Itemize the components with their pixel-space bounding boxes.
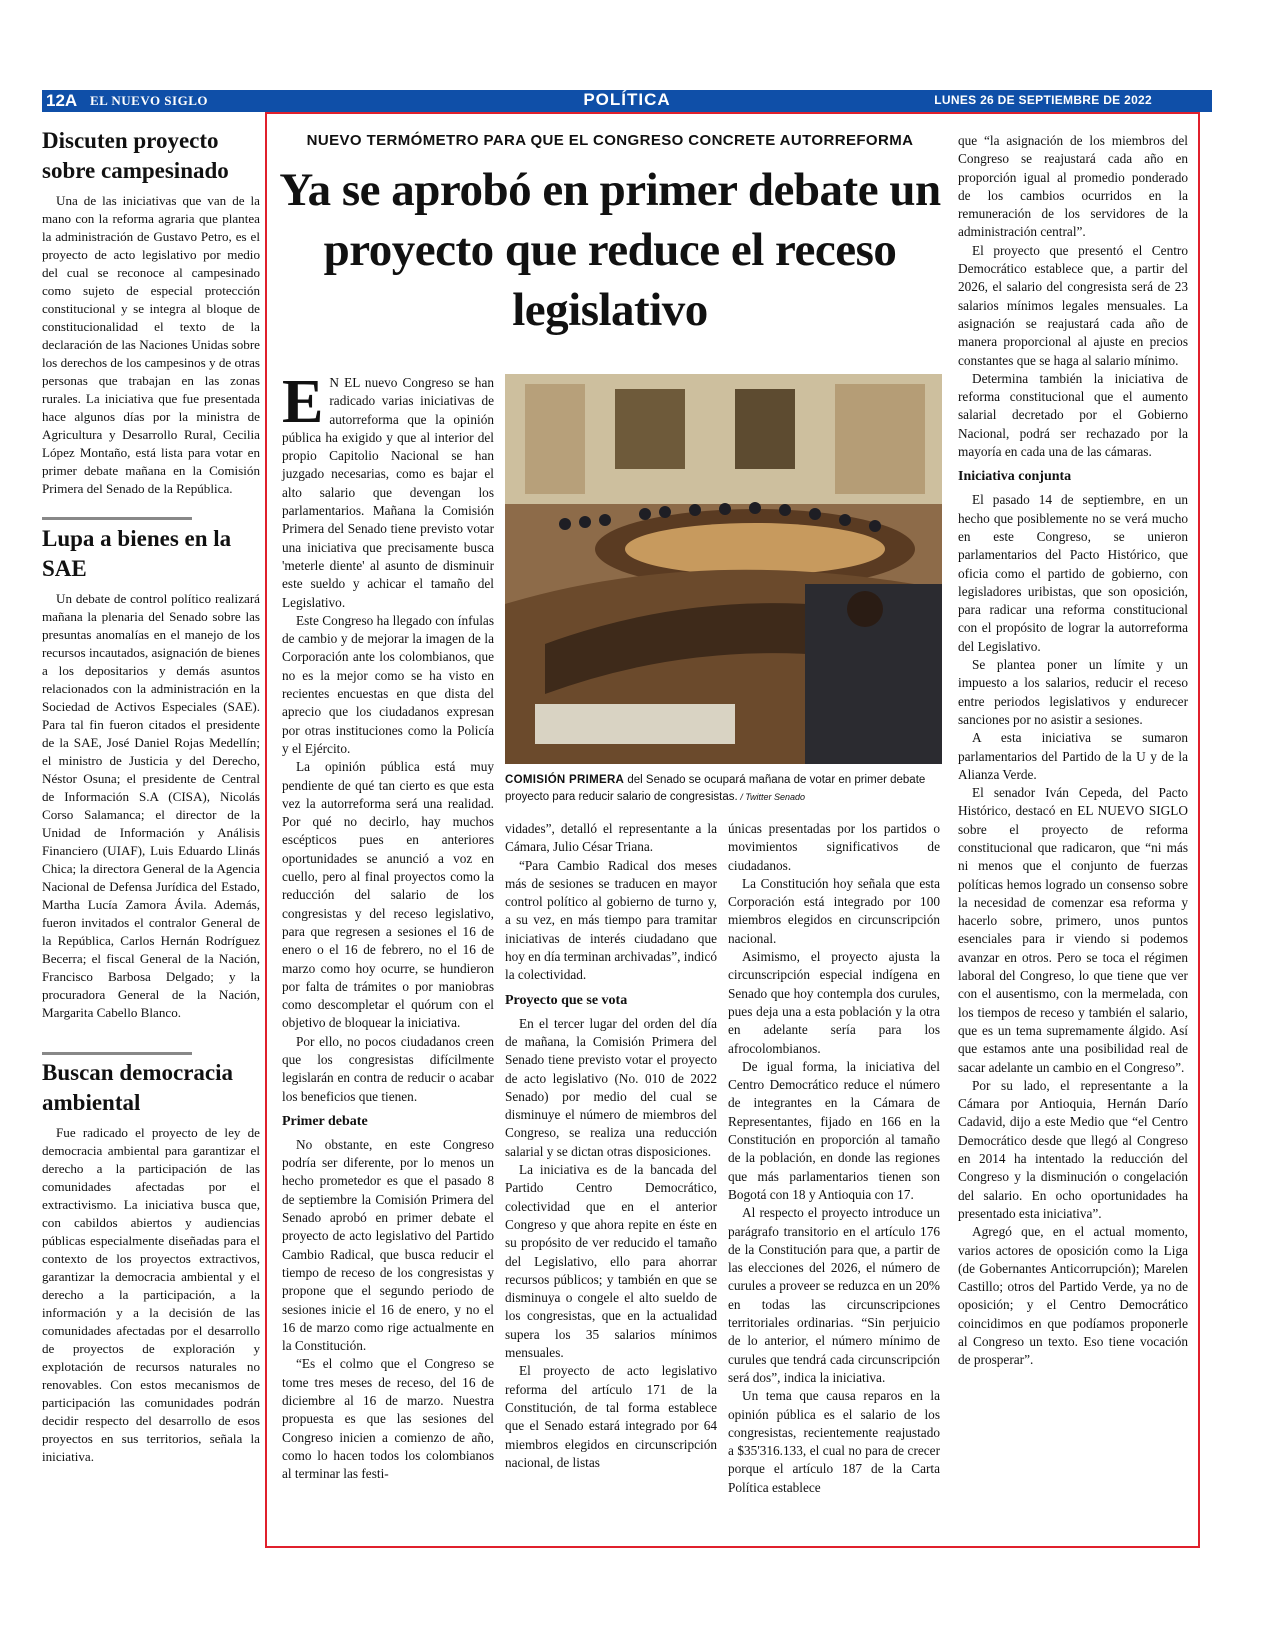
paragraph: únicas presentadas por los partidos o movimientos significativos de ciudadanos.	[728, 821, 940, 873]
article-column-2	[505, 820, 717, 1472]
paragraph: No obstante, en este Congreso podría ser diferente, por lo menos un hecho prometedor es que el pasado 8 de septiembre la Comisión Primera del Senado aprobó en primer debate el proyecto de acto legislativo del Partido Cambio Radical, que busca reducir el tiempo de receso de los congresistas y propone que el segundo periodo de sesiones inicie el 16 de enero, y no el 16 de marzo como rige actualmente en la Constitución.	[282, 1136, 494, 1354]
senate-commission-photo	[505, 374, 942, 764]
paragraph: En el tercer lugar del orden del día de mañana, la Comisión Primera del Senado tiene previsto votar el proyecto de acto legislativo (No. 010 de 2022 Senado) por medio del cual se disminuye el número de miembros del Congreso, se realiza una reducción salarial y se dictan otras disposiciones.	[505, 1015, 717, 1159]
paragraph: Determina también la iniciativa de reforma constitucional que el aumento salarial decretado por el Gobierno Nacional, podrá ser rechazado por la mayoría en cada una de las cámaras.	[958, 370, 1188, 460]
lead-paragraph: E N EL nuevo Congreso se han radicado varias iniciativas de autorreforma que la opinión pública ha exigido y que al interior del propio Capitolio Nacional se han juzgado necesarias, como es bajar el alto salario que devengan los parlamentarios. Mañana la Comisión Primera del Senado tiene previsto votar una iniciativa que precisamente busca 'meterle diente' al asunto de disminuir este sueldo y achicar el tamaño del Legislativo.	[282, 368, 494, 610]
brief-democracia	[42, 1058, 260, 1466]
paragraph: Este Congreso ha llegado con ínfulas de cambio y de mejorar la imagen de la Corporación ante los colombianos, que no es la mejor como se ha visto en recientes encuestas en que dista del aprecio que los ciudadanos expresan por otras instituciones como la Policía y el Ejército.	[282, 612, 494, 756]
page-number: 12A	[46, 91, 78, 110]
issue-date: LUNES 26 DE SEPTIEMBRE DE 2022	[934, 93, 1152, 107]
caption-lead: COMISIÓN PRIMERA	[505, 774, 625, 786]
photo-caption	[505, 772, 942, 806]
paragraph: que “la asignación de los miembros del Congreso se reajustará cada año en proporción igual al promedio ponderado de los cambios ocurridos en la remuneración de los servidores de la administración central”.	[958, 133, 1188, 240]
paragraph: Un tema que causa reparos en la opinión pública es el salario de los congresistas, recientemente reajustado a $35'316.133, el cual no para de crecer porque el artículo 187 de la Carta Política establece	[728, 1388, 940, 1495]
article-headline: Ya se aprobó en primer debate un proyecto que reduce el receso legislativo	[279, 164, 941, 336]
article-column-1	[282, 368, 494, 1484]
paragraph: A esta iniciativa se sumaron parlamentarios del Partido de la U y de la Alianza Verde.	[958, 730, 1188, 782]
newspaper-name: EL NUEVO SIGLO	[90, 93, 208, 108]
drop-cap: E	[282, 368, 324, 436]
paragraph: La opinión pública está muy pendiente de qué tan cierto es que esta vez la autorreforma será una realidad. Por qué no decirlo, hay muchos escépticos pues en anteriores oportunidades se anunció a voz en cuello, pero al final proyectos como la reducción del salario de los congresistas y del receso legislativo, para que regresen a sesiones el 16 de enero o el 16 de febrero, no el 16 de marzo como hoy ocurre, se hundieron por falta de trámites o por maniobras como descompletar el quórum con el objetivo de bloquear la iniciativa.	[282, 759, 494, 1031]
paragraph: “Para Cambio Radical dos meses más de sesiones se traducen en mayor control político al gobierno de turno y, a su vez, en más tiempo para tramitar iniciativas de interés ciudadano que hoy en día terminan archivadas”, indicó la colectividad.	[505, 857, 717, 983]
brief-title: Lupa a bienes en la SAE	[42, 526, 232, 581]
paragraph: Por su lado, el representante a la Cámara por Antioquia, Hernán Darío Cadavid, dijo a este Medio que “el Centro Democrático desde que llegó al Congreso en 2014 ha intentado la reducción del Congreso y la disminución o congelación del salario. En ocho oportunidades ha presentado esta iniciativa”.	[958, 1077, 1188, 1221]
masthead-bar	[42, 90, 1212, 112]
paragraph: De igual forma, la iniciativa del Centro Democrático reduce el número de integrantes en la Cámara de Representantes, fijado en 166 en la Constitución en proporción al tamaño de la población, en donde las regiones que más parlamentarios tienen son Bogotá con 18 y Antioquia con 17.	[728, 1058, 940, 1202]
section-name: POLÍTICA	[583, 90, 671, 109]
caption-text: del Senado se ocupará mañana de votar en primer debate proyecto para reducir salario de congresistas.	[505, 774, 926, 803]
paragraph: vidades”, detalló el representante a la Cámara, Julio César Triana.	[505, 821, 717, 855]
caption-credit: / Twitter Senado	[737, 792, 806, 802]
paragraph: La Constitución hoy señala que esta Corporación está integrado por 100 miembros elegidos en circunscripción nacional.	[728, 875, 940, 946]
brief-sae	[42, 524, 260, 1022]
photo-illustration	[505, 374, 942, 764]
paragraph: Agregó que, en el actual momento, varios actores de oposición como la Liga (de Gobernantes Anticorrupción); Marelen Castillo; otros del Partido Verde, ya no de oposición; y el Centro Democrático coincidimos en que podíamos proponerle al Congreso un texto. Eso tiene vocación de prosperar”.	[958, 1224, 1188, 1368]
brief-divider	[42, 517, 192, 520]
brief-body: Fue radicado el proyecto de ley de democracia ambiental para garantizar el derecho a la participación de las comunidades afectadas por el extractivismo. La iniciativa busca que, con cabildos abiertos y audiencias públicas especialmente diseñadas para el contexto de los proyectos extractivos, garantizar la democracia ambiental y el derecho a la participación, a la información y a la decisión de las comunidades afectadas por el desarrollo de proyectos de exploración y explotación de recursos naturales no renovables. Con estos mecanismos de participación las comunidades podrán decidir respecto del desarrollo de esos proyectos en sus territorios, señala la iniciativa.	[42, 1125, 260, 1464]
paragraph: “Es el colmo que el Congreso se tome tres meses de receso, del 16 de diciembre al 16 de marzo. Nuestra propuesta es que las sesiones del Congreso inicien a comienzo de año, como lo hacen todos los colombianos al terminar las festi-	[282, 1356, 494, 1482]
brief-body: Una de las iniciativas que van de la mano con la reforma agraria que plantea la administración de Gustavo Petro, es el proyecto de acto legislativo por medio del cual se reconoce al campesinado como sujeto de especial protección constitucional y se integra al bloque de constitucionalidad el texto de la declaración de las Naciones Unidas sobre los derechos de los campesinos y de otras personas que trabajan en las zonas rurales. La iniciativa que fue presentada hace algunos días por la ministra de Agricultura y Desarrollo Rural, Cecilia López Montaño, está lista para votar en primer debate mañana en la Comisión Primera del Senado de la República.	[42, 193, 260, 496]
brief-divider	[42, 1052, 192, 1055]
subheading: Primer debate	[282, 1113, 368, 1129]
brief-body: Un debate de control político realizará mañana la plenaria del Senado sobre las presuntas anomalías en el manejo de los recursos incautados, asignación de bienes a los depositarios y demás asuntos relacionados con la administración en la Sociedad de Activos Especiales (SAE). Para tal fin fueron citados el presidente de la SAE, José Daniel Rojas Medellín; el ministro de Justicia y del Derecho, Néstor Osuna; el presidente de Central de Información S.A (CISA), Nicolás Corso Salamanca; el director de la Unidad de Información y Análisis Financiero (UIAF), Luis Eduardo Llinás Chica; la directora General de la Agencia Nacional de Defensa Jurídica del Estado, Martha Lucía Zamora Ávila. Además, fueron invitados el contralor General de la República, Carlos Hernán Rodríguez Becerra; el fiscal General de la Nación, Francisco Barbosa Delgado; y la procuradora General de la Nación, Margarita Cabello Blanco.	[42, 591, 260, 1020]
article-column-3	[728, 820, 940, 1497]
paragraph: Se plantea poner un límite y un impuesto a los salarios, reducir el receso entre periodos legislativos y endurecer sanciones por no asistir a sesiones.	[958, 657, 1188, 727]
article-kicker: NUEVO TERMÓMETRO PARA QUE EL CONGRESO CONCRETE AUTORREFORMA	[306, 132, 914, 149]
brief-title: Buscan democracia ambiental	[42, 1060, 234, 1115]
brief-title: Discuten proyecto sobre campesinado	[42, 128, 229, 183]
paragraph: El proyecto de acto legislativo reforma del artículo 171 de la Constitución, de tal forma establece que el Senado estará integrado por 64 miembros elegidos en circunscripción nacional, de listas	[505, 1363, 717, 1470]
paragraph: Por ello, no pocos ciudadanos creen que los congresistas difícilmente legislarán en contra de reducir o acabar los beneficios que tienen.	[282, 1033, 494, 1104]
brief-campesinado	[42, 126, 260, 498]
article-column-4	[958, 132, 1188, 1370]
subheading: Iniciativa conjunta	[958, 469, 1072, 485]
paragraph: El proyecto que presentó el Centro Democrático establece que, a partir del 2026, el salario del congresista será de 23 salarios mínimos legales mensuales. La asignación se reajustará cada año de manera proporcional al ajuste en precios constantes que se haga al salario mínimo.	[958, 242, 1188, 368]
paragraph: La iniciativa es de la bancada del Partido Centro Democrático, colectividad que en el anterior Congreso y que ahora repite en éste en su propósito de ver reducido el tamaño del Legislativo, ello para ahorrar recursos públicos; y también en que se disminuya o congele el alto sueldo de los congresistas, que en la actualidad supera los 35 salarios mínimos mensuales.	[505, 1162, 717, 1361]
paragraph: Al respecto el proyecto introduce un parágrafo transitorio en el artículo 176 de la Constitución para que, a partir de las elecciones del 2026, el número de curules a proveer se reduzca en un 20% en todas las circunscripciones territoriales ordinarias. “Sin perjuicio de lo anterior, el número mínimo de curules que tendrá cada circunscripción será dos”, indica la iniciativa.	[728, 1205, 940, 1385]
paragraph: El pasado 14 de septiembre, en un hecho que posiblemente no se verá mucho en este Congreso, se unieron parlamentarios del Pacto Histórico, que oficia como el partido de gobierno, con legisladores uribistas, que son oposición, para radicar una reforma constitucional con el propósito de lograr la autorreforma del Legislativo.	[958, 492, 1188, 654]
paragraph: Asimismo, el proyecto ajusta la circunscripción especial indígena en Senado que hoy contempla dos curules, pues deja una a esta población y la otra en adelante sería para los afrocolombianos.	[728, 949, 940, 1056]
paragraph: El senador Iván Cepeda, del Pacto Histórico, destacó en EL NUEVO SIGLO sobre el proyecto de reforma constitucional que radicaron, que “ni más ni menos que el conjunto de fuerzas políticas hemos logrado un consenso sobre la necesidad de comenzar esa reforma y hacerlo sobre, primero, unos puntos esenciales para ir viendo si podemos avanzar en otros. Pero se toca el régimen laboral del Congreso, lo que tiene que ver con el ausentismo, con la mermelada, con los tiempos de receso y también el salario, que es un tema supremamente álgido. Así que estamos ante una posibilidad real de sacar adelante un cambio en el Congreso”.	[958, 785, 1188, 1075]
subheading: Proyecto que se vota	[505, 992, 628, 1008]
